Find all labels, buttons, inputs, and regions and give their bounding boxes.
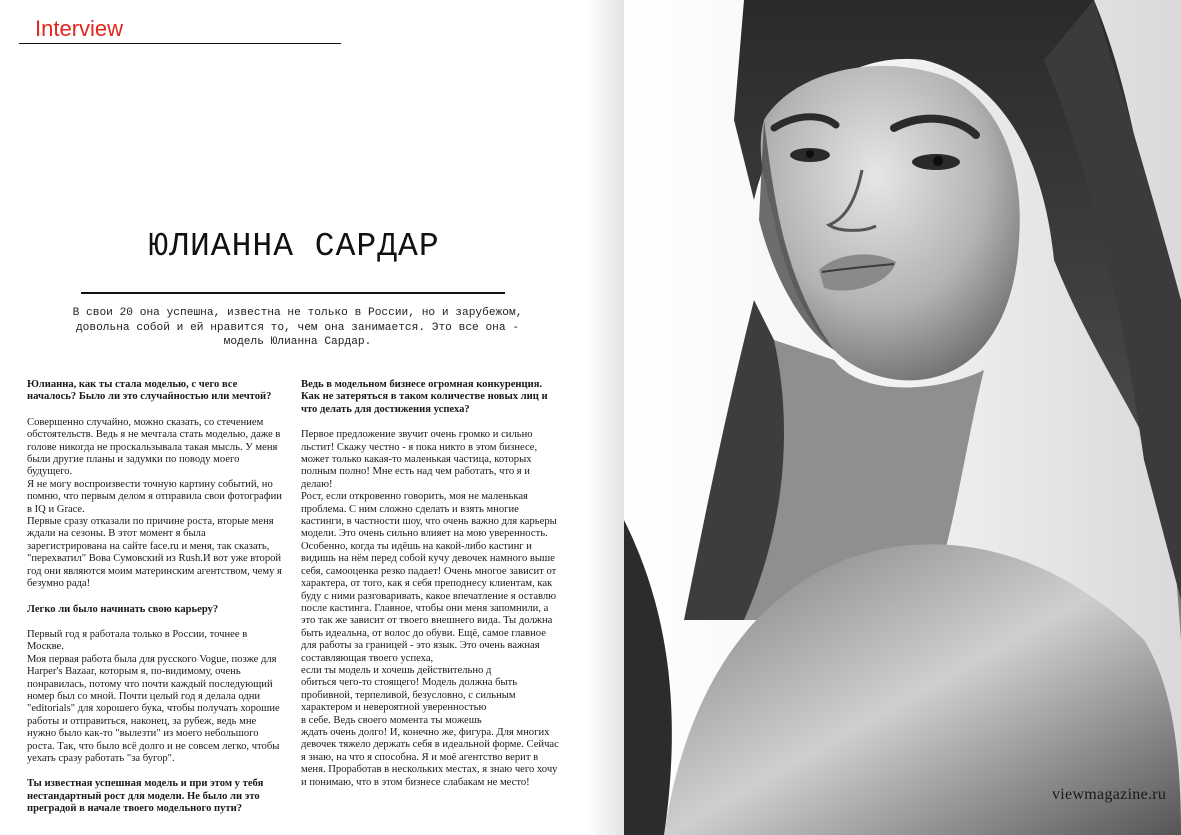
- question: Легко ли было начинать свою карьеру?: [27, 603, 219, 615]
- photo-watermark: viewmagazine.ru: [1052, 786, 1167, 803]
- question: Юлианна, как ты стала моделью, с чего все началось? Было ли это случайностью или мечтой?: [27, 379, 272, 403]
- article-title: ЮЛИАННА САРДАР: [148, 228, 440, 265]
- answer: Первое предложение звучит очень громко и сильно льстит! Скажу честно - я пока никто в этом бизнесе, может только какая-то маленькая частица, которых полным полно! Мне есть над чем работать, что я и делаю! Рост, если откровенно говорить, моя не маленькая проблема. С ним сложно сделать и взять многие кастинги, в частности шоу, что очень важно для карьеры модели. Это очень сильно влияет на мою уверенность. Особенно, когда ты идёшь на какой-либо кастинг и видишь на нём перед собой кучу девочек намного выше себя, самооценка резко падает! Очень многое зависит от характера, от того, как я себя преподнесу клиентам, как буду с ними разговаривать, какое впечатление я оставлю после кастинга. Главное, чтобы они меня запомнили, а это так же зависит от твоего внешнего вида. Ты должна быть идеальна, от волос до обуви. Ещё, самое главное для работы за границей - это язык. Это очень важная составляющая твоего успеха, если ты модель и хочешь действительно д обиться чего-то стоящего! Модель должна быть пробивной, терпеливой, безусловно, с сильным характером и невероятной уверенностью в себе. Ведь своего момента ты можешь ждать очень долго! И, конечно же, фигура. Для многих девочек тяжело держать себя в идеальной форме. Сейчас я знаю, на что я способна. Я и моё агентство верит в меня. Проработав в нескольких местах, я знаю чего хочу и понимаю, что в этом бизнесе слабакам не место!: [301, 429, 559, 788]
- article-lede: В свои 20 она успешна, известна не только в России, но и зарубежом, довольна собой и ей нравится то, чем она занимается. Это все она - модель Юлианна Сардар.: [72, 307, 523, 348]
- answer: Совершенно случайно, можно сказать, со стечением обстоятельств. Ведь я не мечтала стать моделью, даже в голове никогда не проскальзывала такая мысль. У меня были другие планы и задумки по поводу моего будущего. Я не могу воспроизвести точную картину событий, но помню, что первым делом я отправила свои фотографии в IQ и Grace. Первые сразу отказали по причине роста, вторые меня ждали на сезоны. В этот момент я была зарегистрирована на сайте face.ru и меня, так сказать, "перехватил" Вова Сумовский из Rush.И вот уже второй год они являются моим материнским агентством, чему я безумно рада!: [27, 416, 282, 590]
- left-text-column: [27, 379, 285, 829]
- answer: Первый год я работала только в России, точнее в Москве. Моя первая работа была для русского Vogue, позже для Harper's Bazaar, которым я, по-видимому, очень понравилась, потому что почти каждый последующий номер был со мной. Почти целый год я делала одни "editorials" для хорошего бука, чтобы получать хорошие работы и отправиться, наконец, за рубеж, ведь мне нужно было как-то "вылезти" из моего небольшого роста. Так, что было всё долго и не совсем легко, чтобы уехать сразу работать "за бугор".: [27, 628, 280, 764]
- question: Ведь в модельном бизнесе огромная конкуренция. Как не затеряться в таком количестве новых лиц и что делать для достижения успеха?: [301, 379, 548, 415]
- portrait-photo: [624, 0, 1181, 835]
- page-spine-shadow: [588, 0, 624, 835]
- section-label: Interview: [35, 16, 124, 41]
- right-text-column: [301, 379, 563, 802]
- title-underline: [81, 292, 505, 294]
- question: Ты известная успешная модель и при этом у тебя нестандартный рост для модели. Не было ли это преградой в начале твоего модельного пути?: [27, 778, 264, 815]
- section-underline: [19, 43, 341, 44]
